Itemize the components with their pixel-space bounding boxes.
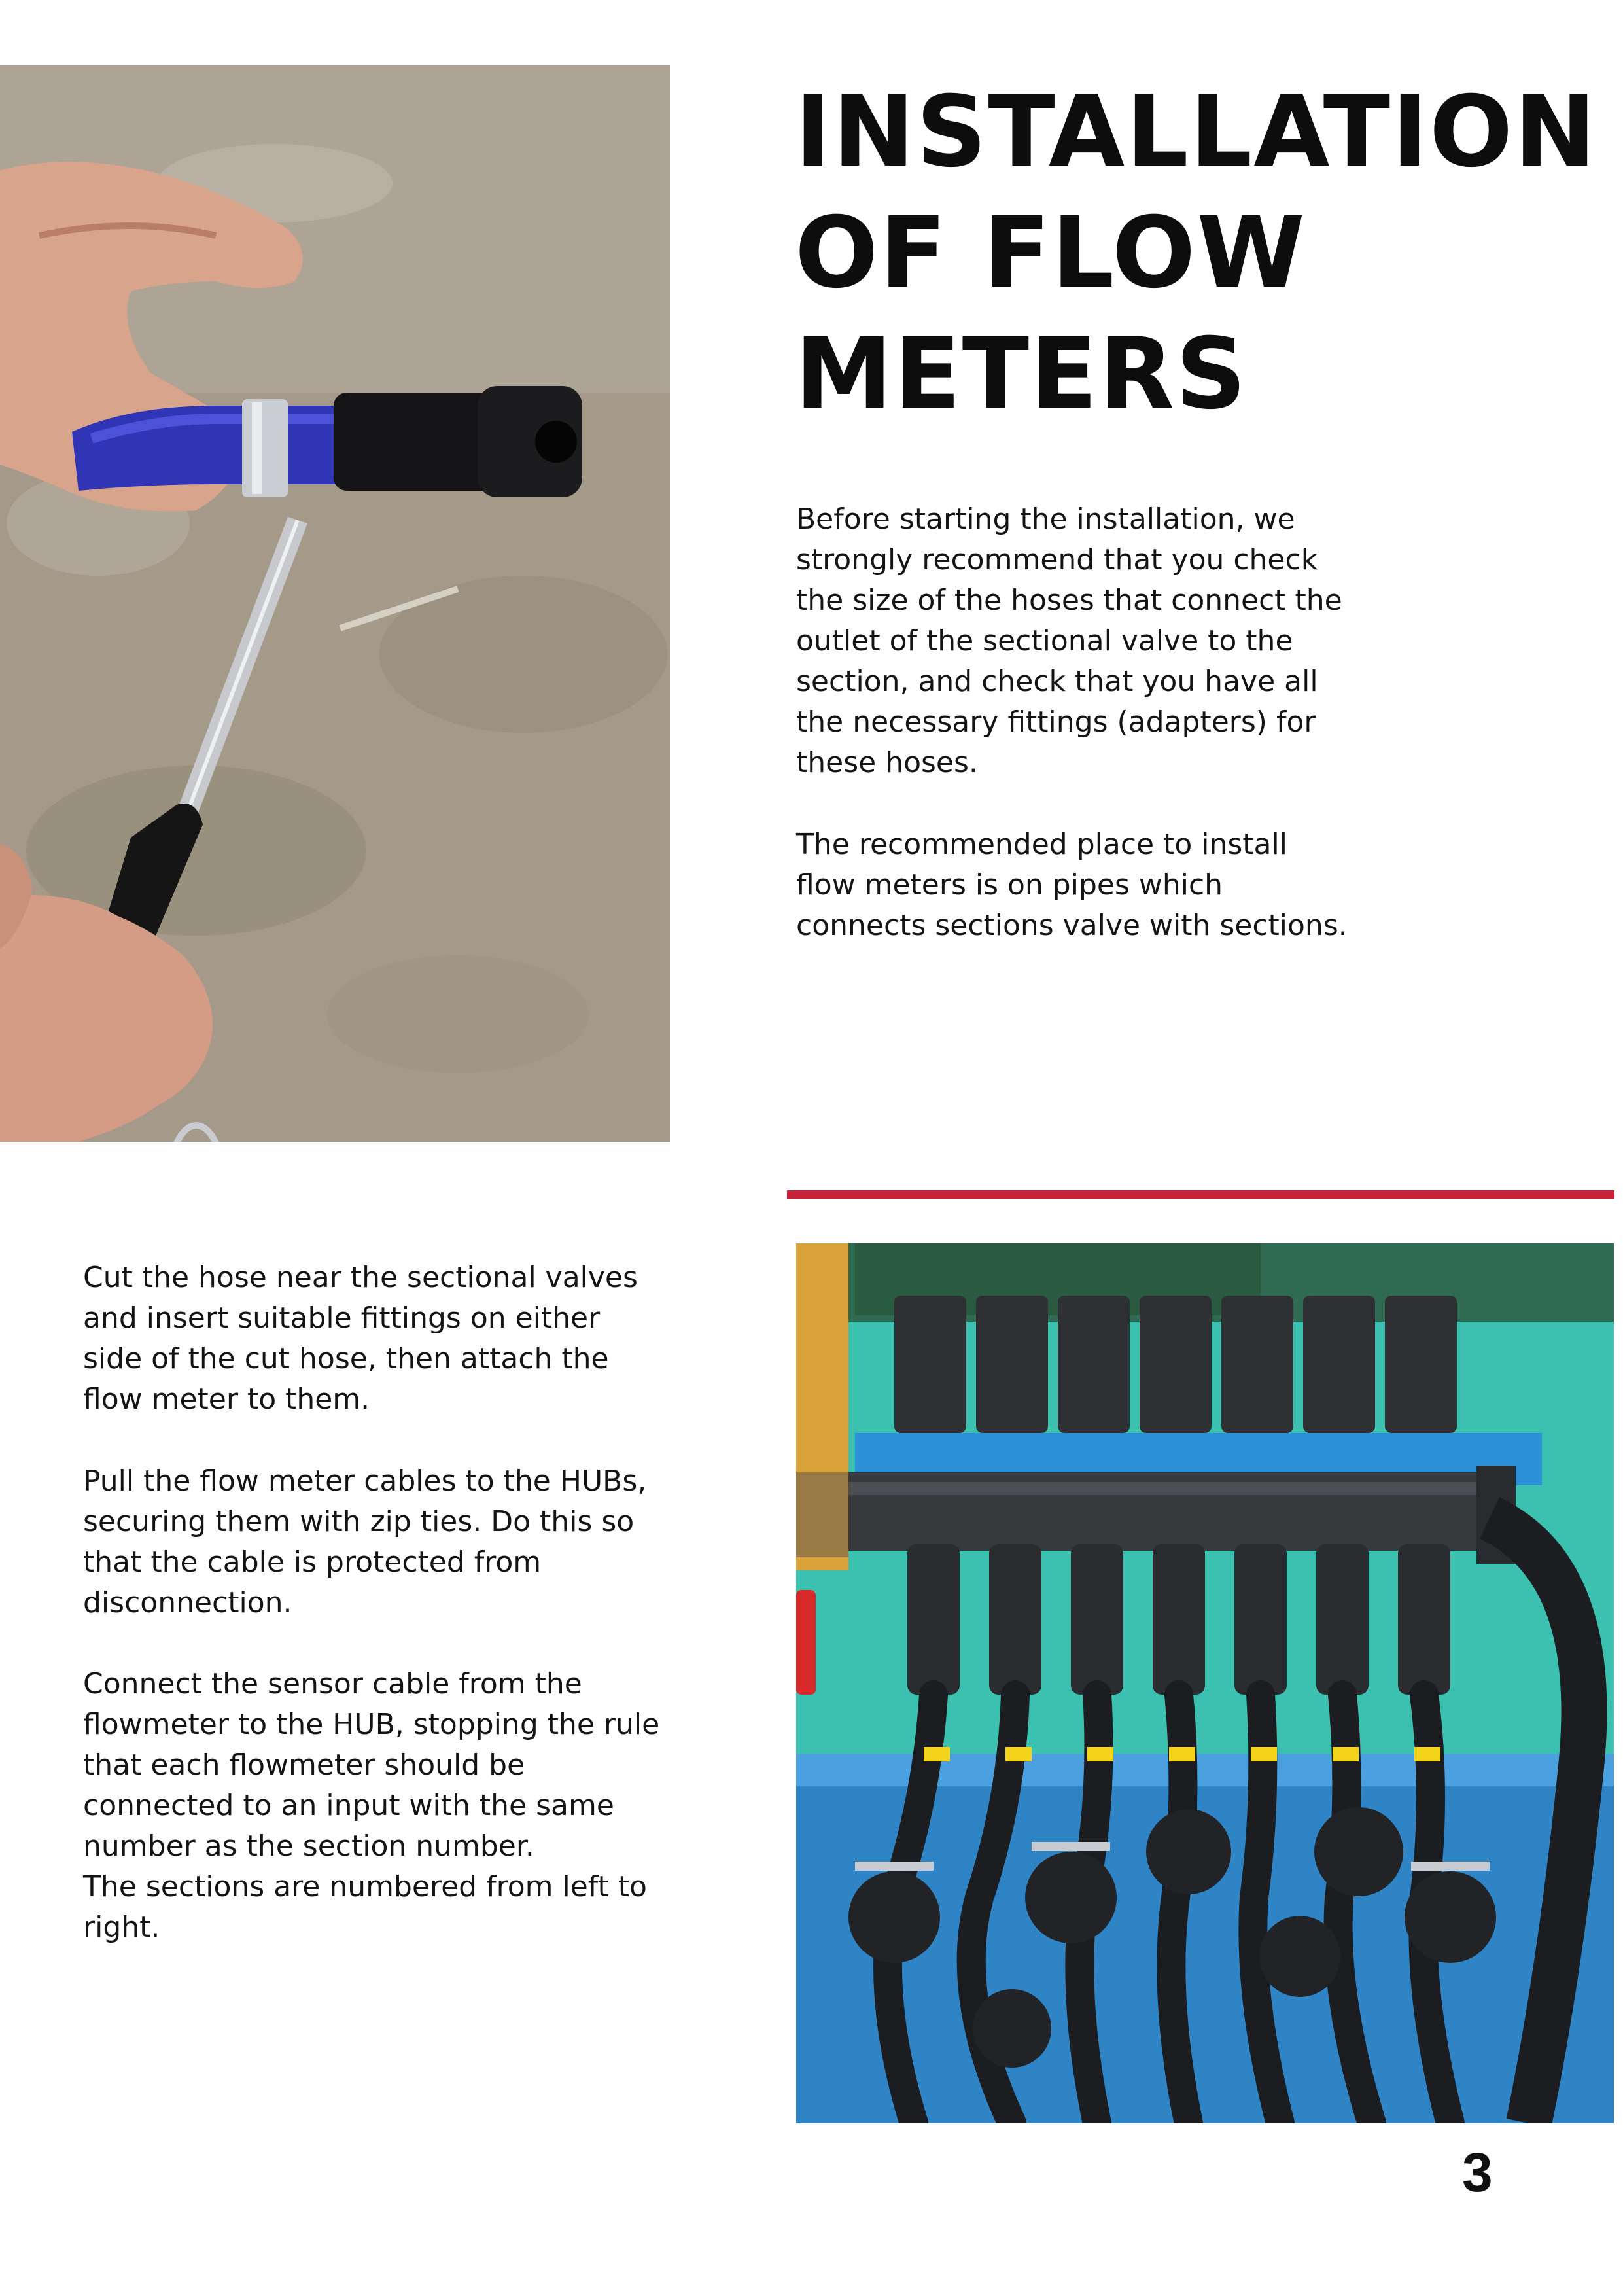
hose-clamp-photo <box>0 65 670 1142</box>
text-line: Cut the hose near the sectional valves <box>83 1261 638 1294</box>
step-paragraph-connect-sensor <box>83 1664 659 1948</box>
title-line: METERS <box>795 317 1248 431</box>
step-paragraph-cut-hose <box>83 1258 638 1420</box>
text-line: strongly recommend that you check <box>796 543 1318 576</box>
page-number: 3 <box>1462 2142 1493 2203</box>
text-line: right. <box>83 1911 160 1944</box>
text-line: disconnection. <box>83 1586 292 1619</box>
step-paragraph-pull-cables <box>83 1461 646 1623</box>
text-line: section, and check that you have all <box>796 665 1318 698</box>
text-line: side of the cut hose, then attach the <box>83 1342 609 1375</box>
intro-paragraph-install-place <box>796 824 1348 946</box>
text-line: that the cable is protected from <box>83 1545 542 1579</box>
text-line: connected to an input with the same <box>83 1789 614 1822</box>
text-line: the size of the hoses that connect the <box>796 584 1342 617</box>
text-line: outlet of the sectional valve to the <box>796 624 1293 658</box>
title-line: OF FLOW <box>795 196 1306 310</box>
text-line: these hoses. <box>796 746 978 779</box>
text-line: The recommended place to install <box>796 828 1287 861</box>
text-line: the necessary fittings (adapters) for <box>796 705 1316 739</box>
text-line: flowmeter to the HUB, stopping the rule <box>83 1708 660 1741</box>
intro-paragraph-hose-size <box>796 499 1342 783</box>
page-title <box>795 72 1606 435</box>
text-line: Before starting the installation, we <box>796 503 1295 536</box>
text-line: securing them with zip ties. Do this so <box>83 1505 635 1538</box>
title-line: INSTALLATION <box>795 75 1597 189</box>
text-line: Connect the sensor cable from the <box>83 1667 582 1701</box>
text-line: and insert suitable fittings on either <box>83 1301 601 1335</box>
section-divider <box>787 1190 1614 1199</box>
text-line: number as the section number. <box>83 1829 534 1863</box>
text-line: Pull the flow meter cables to the HUBs, <box>83 1464 647 1498</box>
text-line: flow meters is on pipes which <box>796 868 1223 902</box>
text-line: that each flowmeter should be <box>83 1748 525 1782</box>
text-line: The sections are numbered from left to <box>83 1870 647 1903</box>
text-line: flow meter to them. <box>83 1383 370 1416</box>
valve-manifold-photo <box>796 1243 1614 2123</box>
text-line: connects sections valve with sections. <box>796 909 1348 942</box>
